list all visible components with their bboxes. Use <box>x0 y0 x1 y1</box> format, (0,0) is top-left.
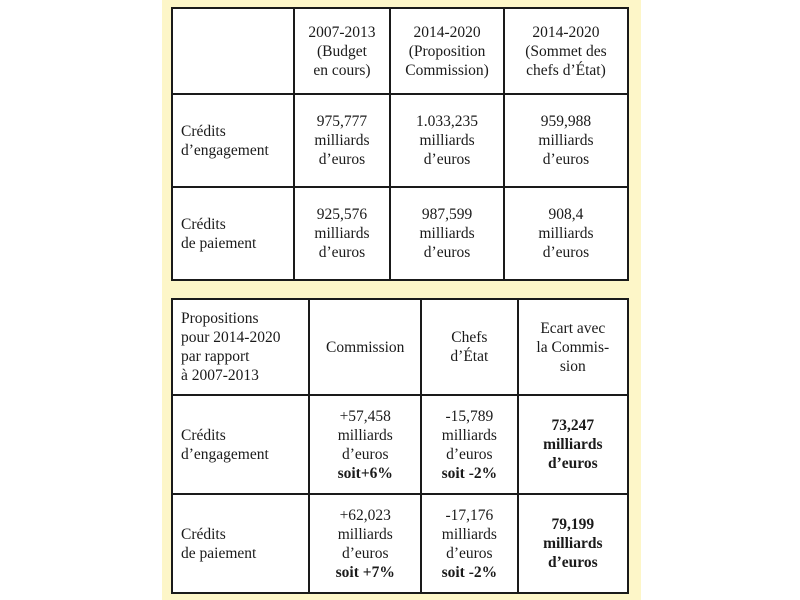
amount: +62,023 milliards d’euros <box>337 506 393 562</box>
table-cell: 975,777 milliards d’euros <box>294 94 391 187</box>
table-cell <box>421 494 518 593</box>
table-cell: 1.033,235 milliards d’euros <box>390 94 504 187</box>
comparison-table <box>171 298 629 594</box>
row-label-paiement: Crédits de paiement <box>172 494 309 593</box>
header-chefs-etat: Chefs d’État <box>421 299 518 395</box>
percent-badge: soit -2% <box>441 464 498 482</box>
table-cell <box>309 494 421 593</box>
header-2014-2020-sommet: 2014-2020 (Sommet des chefs d’État) <box>504 8 628 94</box>
budget-table <box>171 7 629 281</box>
amount: -15,789 milliards d’euros <box>441 407 497 463</box>
row-label-engagement: Crédits d’engagement <box>172 395 309 494</box>
table-cell <box>421 395 518 494</box>
table-cell <box>309 395 421 494</box>
empty-header-cell <box>172 8 294 94</box>
percent-badge: soit -2% <box>441 563 498 581</box>
row-label-paiement: Crédits de paiement <box>172 187 294 280</box>
table-cell: 987,599 milliards d’euros <box>390 187 504 280</box>
header-2014-2020-commission: 2014-2020 (Proposition Commission) <box>390 8 504 94</box>
ecart-cell: 73,247 milliards d’euros <box>518 395 628 494</box>
table-row <box>172 494 628 593</box>
amount: -17,176 milliards d’euros <box>441 506 497 562</box>
percent-badge: soit+6% <box>337 464 393 482</box>
amount: +57,458 milliards d’euros <box>337 407 393 463</box>
row-label-engagement: Crédits d’engagement <box>172 94 294 187</box>
header-ecart: Ecart avec la Commis- sion <box>518 299 628 395</box>
table-row <box>172 395 628 494</box>
ecart-cell: 79,199 milliards d’euros <box>518 494 628 593</box>
header-propositions: Propositions pour 2014-2020 par rapport à 2007-2013 <box>172 299 309 395</box>
budget-table-header-row <box>172 8 628 94</box>
table-row <box>172 187 628 280</box>
table-row <box>172 94 628 187</box>
table-cell: 925,576 milliards d’euros <box>294 187 391 280</box>
table-cell: 908,4 milliards d’euros <box>504 187 628 280</box>
header-2007-2013: 2007-2013 (Budget en cours) <box>294 8 391 94</box>
header-commission: Commission <box>309 299 421 395</box>
percent-badge: soit +7% <box>335 563 395 581</box>
comparison-table-header-row <box>172 299 628 395</box>
table-cell: 959,988 milliards d’euros <box>504 94 628 187</box>
